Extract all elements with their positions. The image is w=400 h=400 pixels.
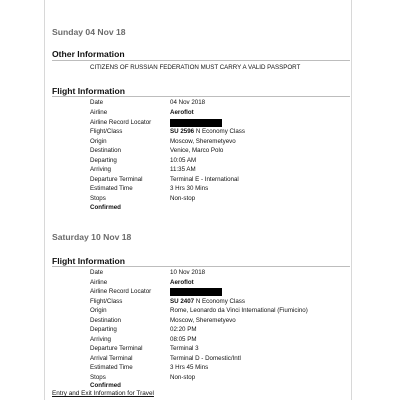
flight-code: SU 2407 (170, 298, 195, 305)
value-flight-class (170, 128, 245, 135)
label-departing: Departing (90, 157, 117, 164)
value-arriving: 11:35 AM (170, 166, 196, 173)
label-record-locator: Airline Record Locator (90, 119, 152, 126)
label-departure-terminal: Departure Terminal (90, 176, 143, 183)
value-date: 10 Nov 2018 (170, 269, 206, 276)
label-arriving: Arriving (90, 166, 111, 173)
redacted-record-locator (170, 119, 222, 127)
label-departure-terminal: Departure Terminal (90, 345, 143, 352)
flight-info-title-2: Flight Information (52, 256, 126, 266)
label-airline: Airline (90, 109, 108, 116)
value-arrival-terminal: Terminal D - Domestic/Intl (170, 355, 241, 362)
label-estimated-time: Estimated Time (90, 364, 133, 371)
label-origin: Origin (90, 307, 107, 314)
label-date: Date (90, 269, 104, 276)
value-airline: Aeroflot (170, 109, 194, 116)
status-confirmed: Confirmed (90, 204, 121, 211)
value-flight-class (170, 298, 245, 305)
label-flight-class: Flight/Class (90, 298, 123, 305)
flight-code: SU 2596 (170, 128, 195, 135)
label-record-locator: Airline Record Locator (90, 288, 152, 295)
section-divider (52, 60, 350, 61)
value-origin: Moscow, Sheremetyevo (170, 138, 236, 145)
redacted-record-locator (170, 288, 222, 296)
other-info-text: CITIZENS OF RUSSIAN FEDERATION MUST CARRY A VALID PASSPORT (90, 64, 301, 71)
label-destination: Destination (90, 147, 121, 154)
label-arrival-terminal: Arrival Terminal (90, 355, 133, 362)
label-arriving: Arriving (90, 336, 111, 343)
flight-info-title-1: Flight Information (52, 86, 126, 96)
entry-exit-info-link[interactable]: Entry and Exit Information for Travel (52, 390, 154, 397)
value-estimated-time: 3 Hrs 45 Mins (170, 364, 209, 371)
other-info-title: Other Information (52, 49, 125, 59)
date-heading-2: Saturday 10 Nov 18 (52, 232, 132, 242)
value-departing: 10:05 AM (170, 157, 197, 164)
class-name: N Economy Class (195, 128, 245, 135)
label-departing: Departing (90, 326, 117, 333)
value-origin: Rome, Leonardo da Vinci International (Fiumicino) (170, 307, 308, 314)
value-stops: Non-stop (170, 374, 196, 381)
label-date: Date (90, 99, 104, 106)
label-stops: Stops (90, 374, 106, 381)
label-destination: Destination (90, 317, 121, 324)
value-destination: Venice, Marco Polo (170, 147, 224, 154)
date-heading-1: Sunday 04 Nov 18 (52, 27, 126, 37)
value-departing: 02:20 PM (170, 326, 197, 333)
label-stops: Stops (90, 195, 106, 202)
value-departure-terminal: Terminal 3 (170, 345, 199, 352)
value-airline: Aeroflot (170, 279, 194, 286)
status-confirmed: Confirmed (90, 382, 121, 389)
label-airline: Airline (90, 279, 108, 286)
label-flight-class: Flight/Class (90, 128, 123, 135)
value-date: 04 Nov 2018 (170, 99, 206, 106)
section-divider (52, 96, 350, 97)
value-arriving: 08:05 PM (170, 336, 197, 343)
value-destination: Moscow, Sheremetyevo (170, 317, 236, 324)
value-stops: Non-stop (170, 195, 196, 202)
label-origin: Origin (90, 138, 107, 145)
class-name: N Economy Class (195, 298, 245, 305)
value-estimated-time: 3 Hrs 30 Mins (170, 185, 209, 192)
label-estimated-time: Estimated Time (90, 185, 133, 192)
value-departure-terminal: Terminal E - International (170, 176, 239, 183)
section-divider (52, 266, 350, 267)
